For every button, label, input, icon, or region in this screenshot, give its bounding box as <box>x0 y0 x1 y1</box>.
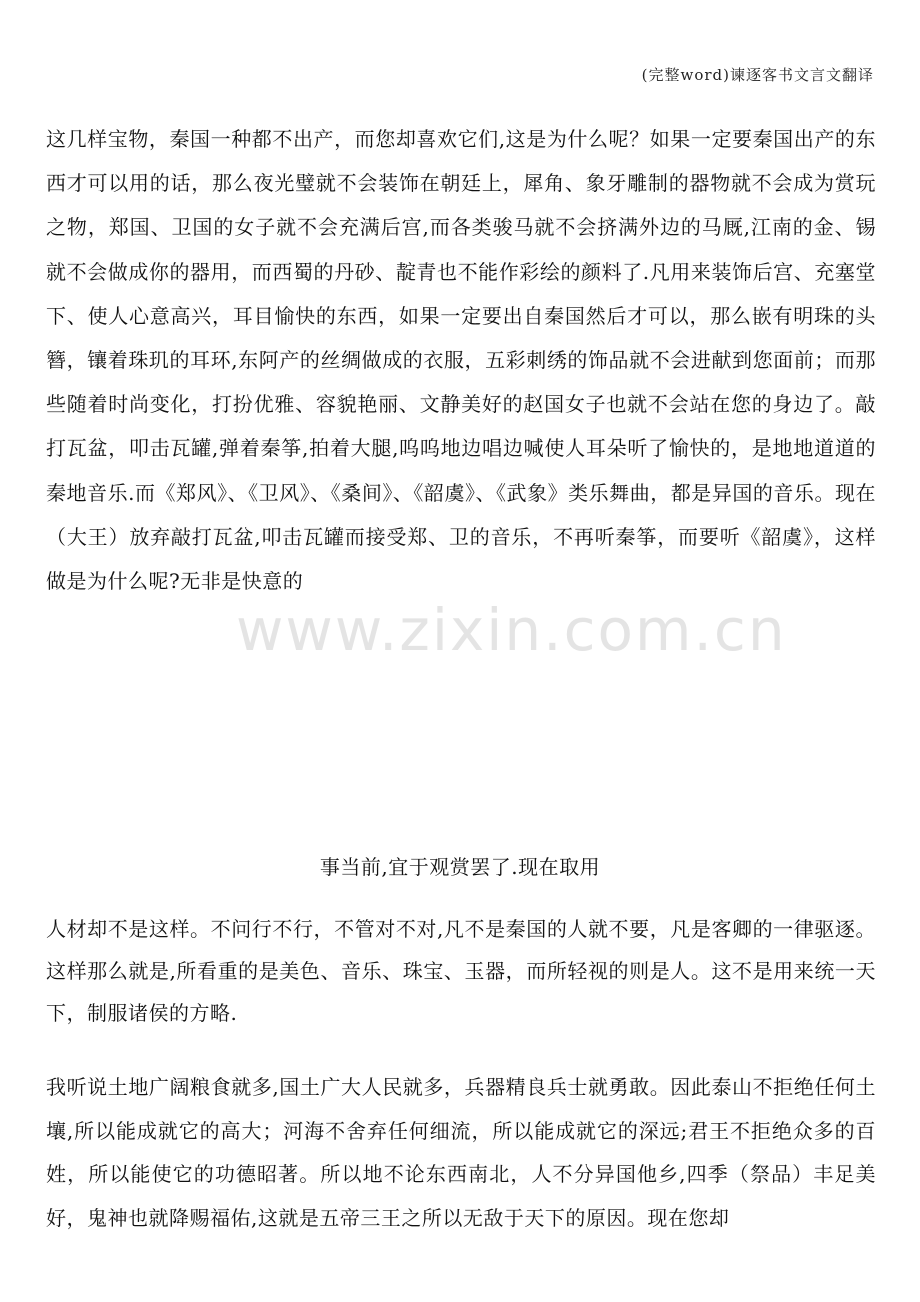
paragraph-2: 人材却不是这样。不问行不行，不管对不对,凡不是秦国的人就不要，凡是客卿的一律驱逐。这样那么就是,所看重的是美色、音乐、珠宝、玉器，而所轻视的则是人。这不是用来统一天下，制服诸侯的方略. <box>46 917 876 1025</box>
centered-line: 事当前,宜于观赏罢了.现在取用 <box>319 855 601 879</box>
document-header: (完整word)谏逐客书文言文翻译 <box>641 66 874 84</box>
paragraph-3: 我听说土地广阔粮食就多,国土广大人民就多，兵器精良兵士就勇敢。因此泰山不拒绝任何土壤,所以能成就它的高大；河海不舍弃任何细流，所以能成就它的深远;君王不拒绝众多的百姓，所以能使它的功德昭著。所以地不论东西南北，人不分异国他乡,四季（祭品）丰足美好，鬼神也就降赐福佑,这就是五帝三王之所以无敌于天下的原因。现在您却 <box>46 1075 876 1230</box>
watermark: www.zixin.com.cn <box>236 596 787 664</box>
paragraph-1: 这几样宝物，秦国一种都不出产，而您却喜欢它们,这是为什么呢？如果一定要秦国出产的东西才可以用的话，那么夜光璧就不会装饰在朝廷上，犀角、象牙雕制的器物就不会成为赏玩之物，郑国、卫国的女子就不会充满后宫,而各类骏马就不会挤满外边的马厩,江南的金、锡就不会做成你的器用，而西蜀的丹砂、靛青也不能作彩绘的颜料了.凡用来装饰后宫、充塞堂下、使人心意高兴，耳目愉快的东西，如果一定要出自秦国然后才可以，那么嵌有明珠的头簪，镶着珠玑的耳环,东阿产的丝绸做成的衣服，五彩刺绣的饰品就不会进献到您面前；而那些随着时尚变化，打扮优雅、容貌艳丽、文静美好的赵国女子也就不会站在您的身边了。敲打瓦盆，叩击瓦罐,弹着秦筝,拍着大腿,呜呜地边唱边喊使人耳朵听了愉快的，是地地道道的秦地音乐.而《郑风》、《卫风》、《桑间》、《韶虞》、《武象》类乐舞曲，都是异国的音乐。现在（大王）放弃敲打瓦盆,叩击瓦罐而接受郑、卫的音乐，不再听秦筝，而要听《韶虞》，这样做是为什么呢?无非是快意的 <box>46 127 876 594</box>
